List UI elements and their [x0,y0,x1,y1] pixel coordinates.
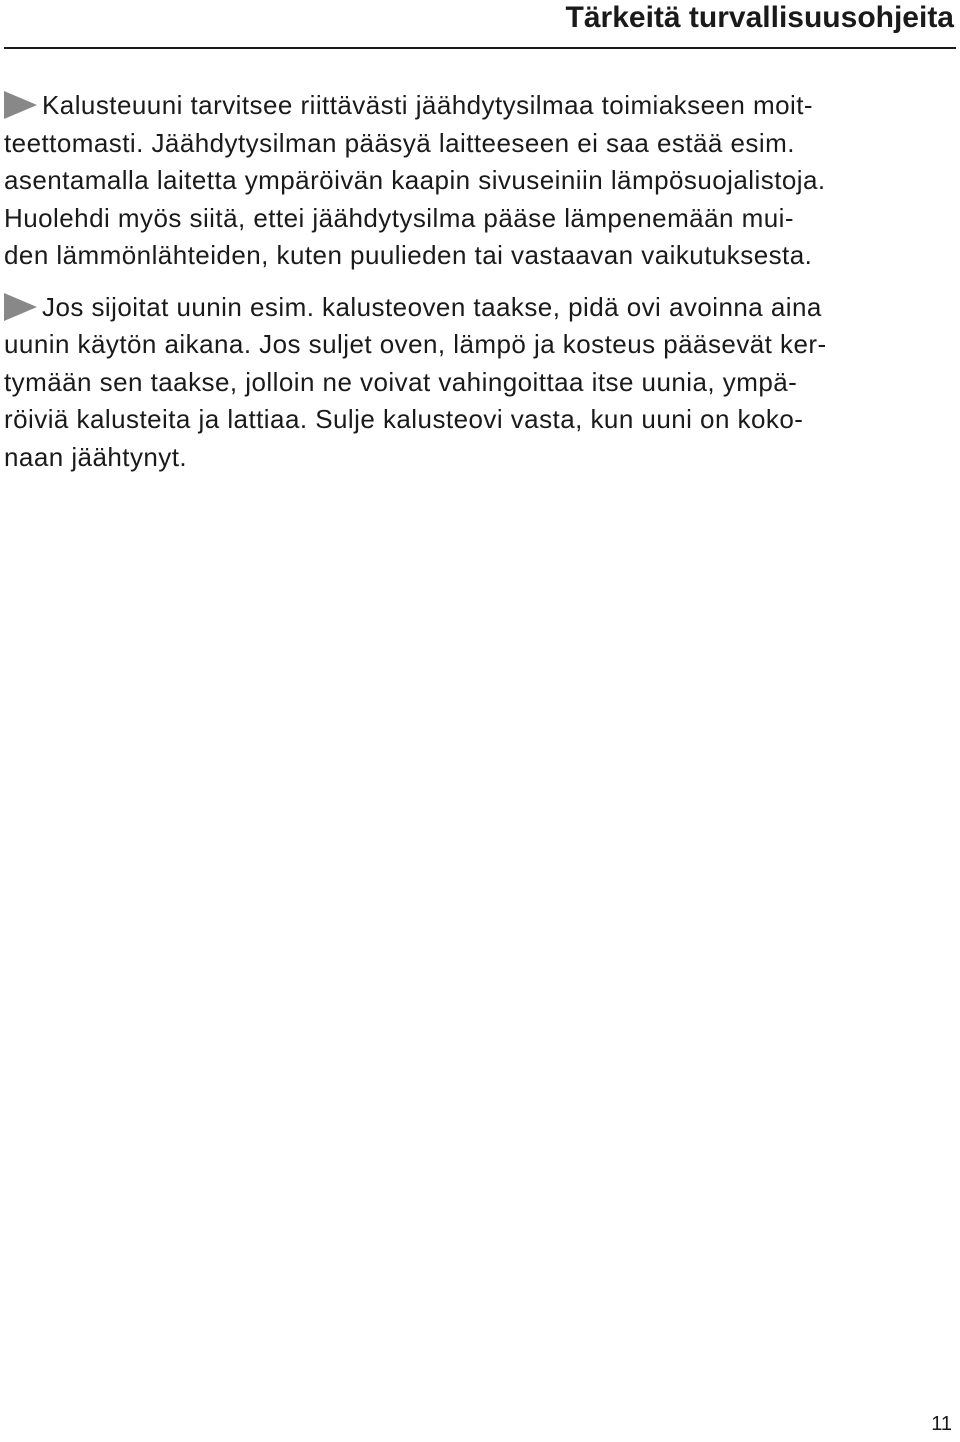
document-body [4,87,954,490]
paragraph-line: uunin käytön aikana. Jos suljet oven, lämpö ja kosteus pääsevät ker- [4,329,827,359]
safety-paragraph-cooling [4,87,954,275]
triangle-bullet-icon [4,91,37,119]
page-title: Tärkeitä turvallisuusohjeita [565,1,954,34]
paragraph-line: Kalusteuuni tarvitsee riittävästi jäähdytysilmaa toimiakseen moit- [4,87,954,125]
page-number: 11 [931,1413,952,1435]
safety-paragraph-cabinet-door [4,289,954,477]
paragraph-line: Huolehdi myös siitä, ettei jäähdytysilma pääse lämpenemään mui- [4,202,794,233]
triangle-bullet-icon [4,293,37,321]
paragraph-line: asentamalla laitetta ympäröivän kaapin sivuseiniin lämpösuojalistoja. [4,165,826,195]
paragraph-line: den lämmönlähteiden, kuten puulieden tai vastaavan vaikutuksesta. [4,240,813,270]
header-divider [4,47,956,49]
paragraph-line: röiviä kalusteita ja lattiaa. Sulje kalusteovi vasta, kun uuni on koko- [4,404,804,434]
paragraph-line: naan jäähtynyt. [4,441,188,472]
paragraph-line: Jos sijoitat uunin esim. kalusteoven taakse, pidä ovi avoinna aina [4,289,954,327]
paragraph-line: tymään sen taakse, jolloin ne voivat vahingoittaa itse uunia, ympä- [4,366,798,397]
paragraph-line: teettomasti. Jäähdytysilman pääsyä laitteeseen ei saa estää esim. [4,127,795,158]
